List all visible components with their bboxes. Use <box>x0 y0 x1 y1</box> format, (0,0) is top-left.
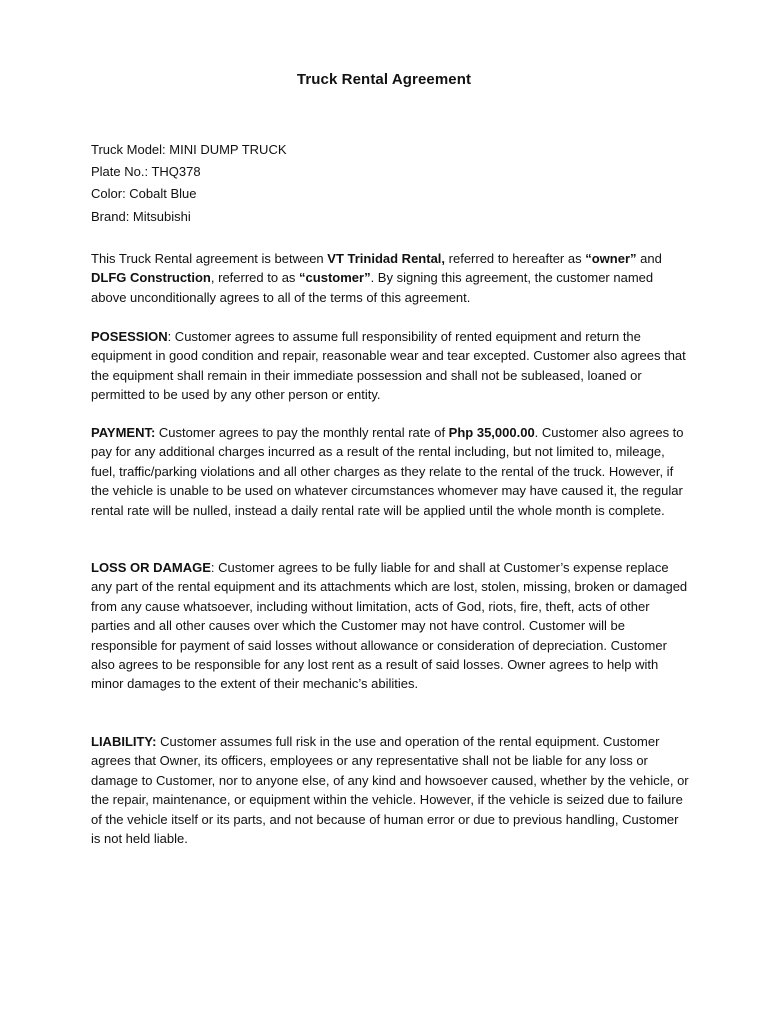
payment-rate: Php 35,000.00 <box>448 425 535 440</box>
spec-truck-model: Truck Model: MINI DUMP TRUCK <box>91 142 287 157</box>
loss-or-damage-clause <box>91 558 691 694</box>
owner-name: VT Trinidad Rental, <box>327 251 446 266</box>
parties-owner-mid: referred to hereafter as <box>445 251 586 266</box>
parties-rest: . By signing this agreement, the customer named above unconditionally agrees to all of the terms of this agreement. <box>91 270 654 305</box>
payment-text-after: . Customer also agrees to pay for any additional charges incurred as a result of the rental including, but not limited to, mileage, fuel, traffic/parking violations and all other charges as they relate to the rental of the truck. However, if the vehicle is unable to be used on whatever circumstances whomever may have caused it, the regular rental rate will be nulled, instead a daily rental rate will be applied until the whole month is complete. <box>91 425 684 518</box>
customer-term: “customer” <box>299 270 371 286</box>
spec-plate-no: Plate No.: THQ378 <box>91 164 201 180</box>
parties-paragraph <box>91 249 691 307</box>
parties-intro: This Truck Rental agreement is between <box>91 251 328 266</box>
customer-name: DLFG Construction <box>91 270 211 286</box>
parties-and: and <box>636 251 662 266</box>
liability-text: Customer assumes full risk in the use and operation of the rental equipment. Customer agrees that Owner, its officers, employees or any representative shall not be liable for any loss or damage to Customer, nor to anyone else, of any kind and howsoever caused, whether by the vehicle, or the repair, maintenance, or equipment within the vehicle. However, if the vehicle is seized due to failure of the vehicle itself or its parts, and not because of human error or due to previous handling, Customer is not held liable. <box>91 734 689 847</box>
parties-customer-mid: , referred to as <box>210 270 300 286</box>
possession-clause <box>91 327 691 405</box>
payment-text-before: Customer agrees to pay the monthly rental rate of <box>155 425 449 440</box>
spec-color: Color: Cobalt Blue <box>91 186 197 202</box>
payment-clause <box>91 423 691 520</box>
spec-brand: Brand: Mitsubishi <box>91 208 191 224</box>
liability-heading: LIABILITY: <box>91 734 157 749</box>
document-title: Truck Rental Agreement <box>296 71 472 88</box>
truck-specs <box>91 139 691 228</box>
loss-or-damage-heading: LOSS OR DAMAGE <box>91 560 211 575</box>
possession-heading: POSESSION <box>91 329 168 344</box>
liability-clause <box>91 732 691 848</box>
loss-or-damage-text: : Customer agrees to be fully liable for and shall at Customer’s expense replace any part of the rental equipment and its attachments which are lost, stolen, missing, broken or damaged from any cause whatsoever, including without limitation, acts of God, riots, fire, theft, acts of other parties and all other causes over which the Customer may not have control. Customer will be responsible for payment of said losses without allowance or consideration of depreciation. Customer also agrees to be responsible for any lost rent as a result of said losses. Owner agrees to help with minor damages to the extent of their mechanic’s abilities. <box>91 560 688 692</box>
possession-text: : Customer agrees to assume full responsibility of rented equipment and return the equipment in good condition and repair, reasonable wear and tear excepted. Customer also agrees that the equipment shall remain in their immediate possession and shall not be subleased, loaned or permitted to be used by any other person or entity. <box>91 329 686 403</box>
owner-term: “owner” <box>585 251 637 266</box>
payment-heading: PAYMENT: <box>91 425 156 440</box>
